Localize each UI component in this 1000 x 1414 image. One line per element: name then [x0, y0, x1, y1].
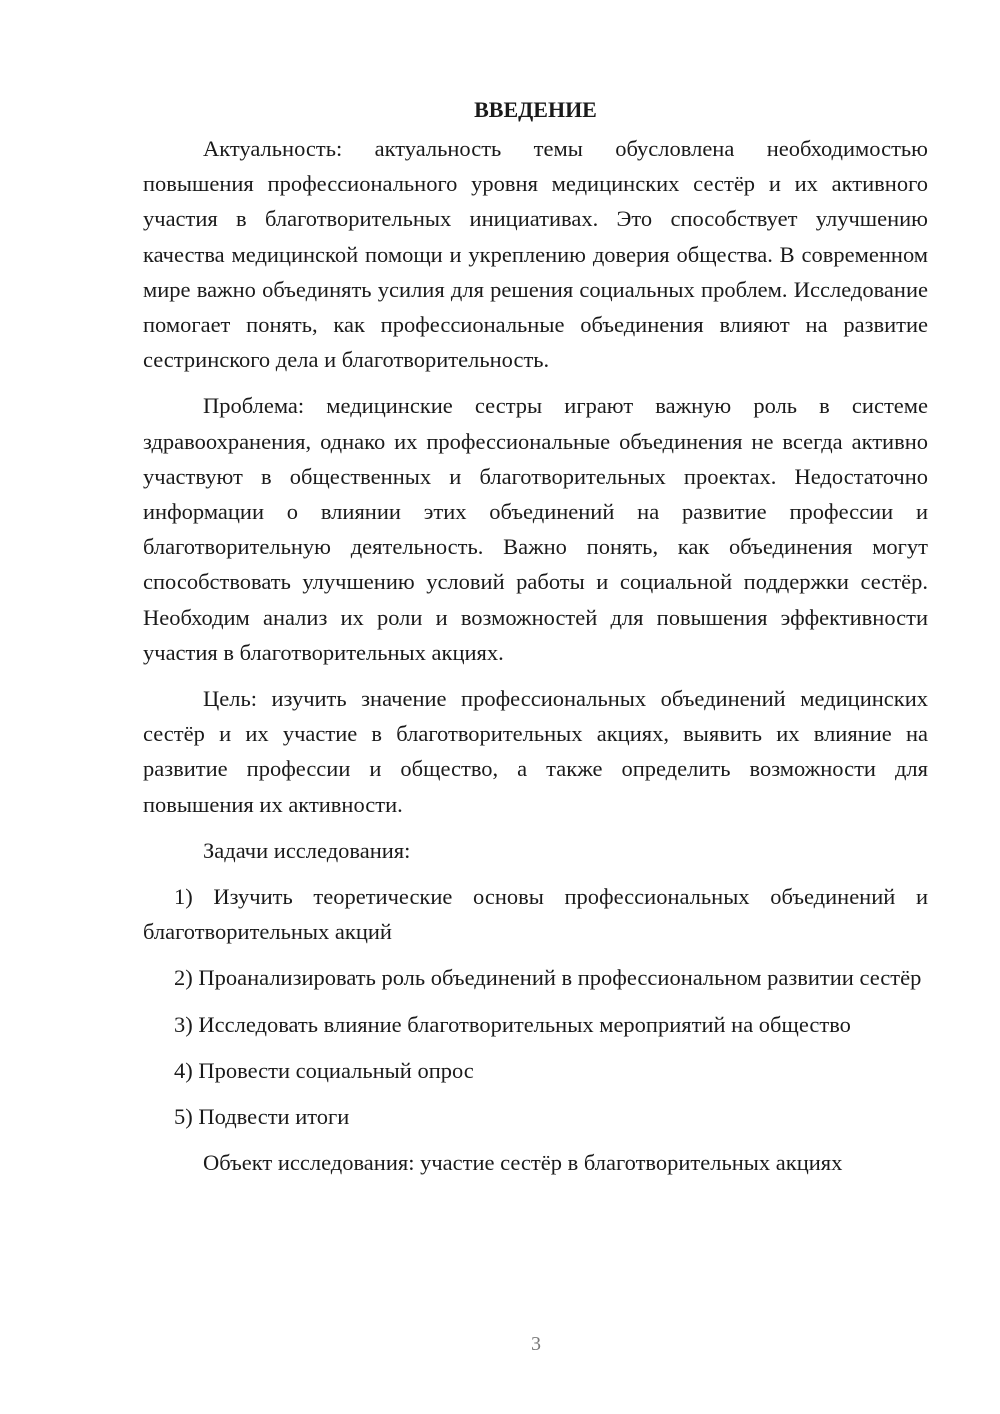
paragraph-problem: Проблема: медицинские сестры играют важную роль в системе здравоохранения, однако их профессиональные объединения не всегда активно участвуют в общественных и благотворительных проектах. Недостаточно информации о влиянии этих объединений на развитие профессии и благотворительную деятельность. Важно понять, как объединения могут способствовать улучшению условий работы и социальной поддержки сестёр. Необходим анализ их роли и возможностей для повышения эффективности участия в благотворительных акциях.: [143, 393, 928, 665]
page-number: 3: [531, 1333, 541, 1355]
task-item-3: 3) Исследовать влияние благотворительных мероприятий на общество: [174, 1011, 851, 1037]
paragraph-relevance: Актуальность: актуальность темы обусловлена необходимостью повышения профессионального уровня медицинских сестёр и их активного участия в благотворительных инициативах. Это способствует улучшению качества медицинской помощи и укреплению доверия общества. В современном мире важно объединять усилия для решения социальных проблем. Исследование помогает понять, как профессиональные объединения влияют на развитие сестринского дела и благотворительность.: [143, 136, 928, 373]
paragraph-goal: Цель: изучить значение профессиональных объединений медицинских сестёр и их участие в благотворительных акциях, выявить их влияние на развитие профессии и общество, а также определить возможности для повышения их активности.: [143, 686, 928, 817]
task-item-2: 2) Проанализировать роль объединений в профессиональном развитии сестёр: [174, 965, 922, 991]
task-item-4: 4) Провести социальный опрос: [174, 1057, 474, 1083]
task-item-5: 5) Подвести итоги: [174, 1104, 350, 1130]
task-item-1: 1) Изучить теоретические основы профессиональных объединений и благотворительных акций: [143, 884, 928, 945]
paragraph-object: Объект исследования: участие сестёр в благотворительных акциях: [203, 1150, 843, 1176]
page-title: ВВЕДЕНИЕ: [474, 97, 597, 122]
page-content: [143, 92, 928, 1180]
tasks-heading: Задачи исследования:: [203, 837, 411, 863]
